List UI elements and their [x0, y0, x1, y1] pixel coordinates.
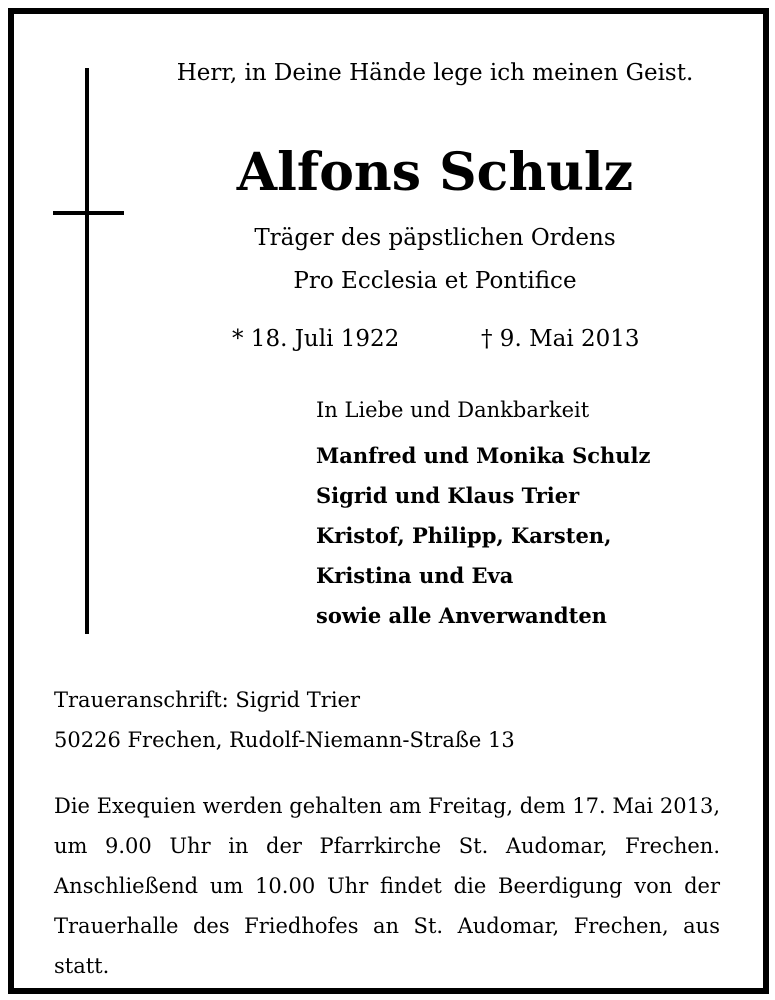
death-date: † 9. Mai 2013 [481, 326, 640, 352]
honor-line-2: Pro Ecclesia et Pontifice [293, 268, 577, 294]
address-line-1: Traueranschrift: Sigrid Trier [54, 688, 361, 712]
deceased-name: Alfons Schulz [236, 142, 634, 203]
service-text: Die Exequien werden gehalten am Freitag, dem 17. Mai 2013, um 9.00 Uhr in der Pfarrkirche St. Audomar, Frechen. Anschließend um 10.00 Uhr findet die Beerdigung von der Trauerhalle des Friedhofes an St. Audomar, Frechen, aus statt. [54, 794, 720, 978]
birth-date: * 18. Juli 1922 [232, 326, 400, 352]
service-info [54, 786, 720, 986]
mourning-address [54, 680, 515, 760]
family-intro: In Liebe und Dankbarkeit [316, 398, 590, 422]
cross-icon [85, 68, 89, 634]
cross-icon-bar [53, 211, 124, 215]
address-line-2: 50226 Frechen, Rudolf-Niemann-Straße 13 [54, 728, 515, 752]
mourner-line: Sigrid und Klaus Trier [316, 483, 580, 508]
mourner-line: sowie alle Anverwandten [316, 603, 607, 628]
bible-verse: Herr, in Deine Hände lege ich meinen Geist. [176, 60, 694, 86]
honor-line-1: Träger des päpstlichen Ordens [254, 225, 616, 251]
family-block [316, 398, 650, 636]
mourner-line: Kristina und Eva [316, 563, 514, 588]
mourner-line: Kristof, Philipp, Karsten, [316, 523, 612, 548]
mourner-line: Manfred und Monika Schulz [316, 443, 651, 468]
